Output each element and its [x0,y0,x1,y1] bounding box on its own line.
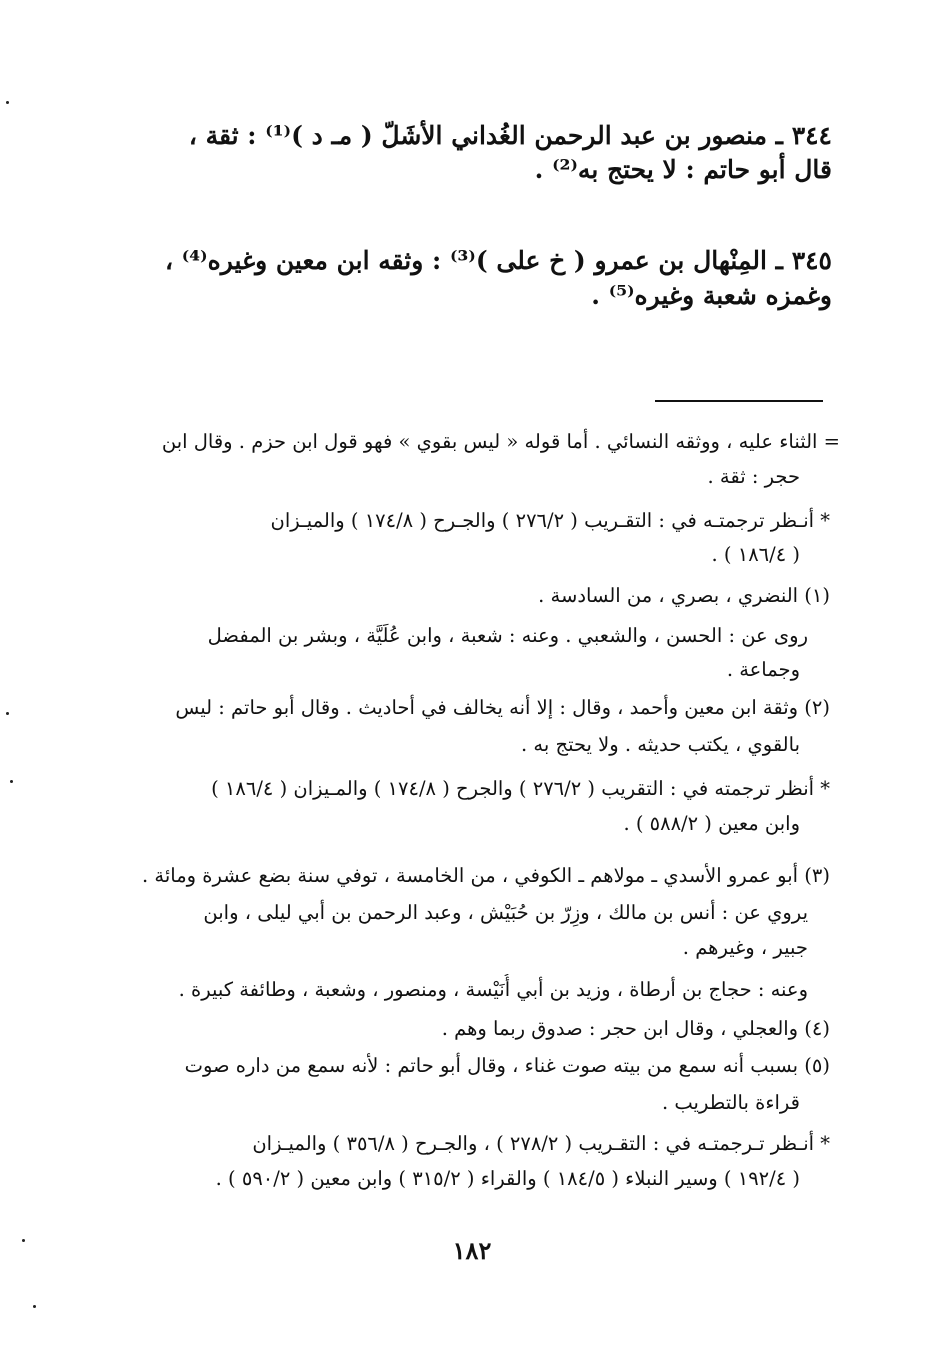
footnote-line: (٢) وثقة ابن معين وأحمد ، وقال : إلا أنه يخالف في أحاديث . وقال أبو حاتم : ليس [175,696,830,719]
entry-344-line-2: قال أبو حاتم : لا يحتج به⁽²⁾ . [534,155,832,184]
entry-344-line-1: ٣٤٤ ـ منصور بن عبد الرحمن الغُداني الأشَلّ ( مـ د )⁽¹⁾ : ثقة ، [188,121,832,150]
footnote-line: = الثناء عليه ، ووثقه النسائي . أما قوله « ليس بقوي » فهو قول ابن حزم . وقال ابن [161,430,840,453]
footnote-line: ( ١٨٦/٤ ) . [711,543,800,566]
footnote-line: * أنظر ترجمته في : التقريب ( ٢٧٦/٢ ) والجرح ( ١٧٤/٨ ) والمـيزان ( ١٨٦/٤ ) [211,777,830,800]
page-number: ١٨٢ [452,1236,492,1265]
footnote-line: وابن معين ( ٥٨٨/٢ ) . [623,812,800,835]
footnote-line: بالقوي ، يكتب حديثه . ولا يحتج به . [521,733,800,756]
footnote-line: وعنه : حجاج بن أرطاة ، وزيد بن أبي أُنَيْسة ، ومنصور ، وشعبة ، وطائفة كبيرة . [178,978,808,1001]
footnote-line: قراءة بالتطريب . [661,1091,800,1114]
scan-speck [6,712,9,715]
footnote-line: * أنـظر ترجمتـه في : التقـريب ( ٢٧٦/٢ ) والجـرح ( ١٧٤/٨ ) والميـزان [270,509,830,532]
footnote-line: * أنـظر تـرجمتـه في : التقـريب ( ٢٧٨/٢ ) ، والجـرح ( ٣٥٦/٨ ) والميـزان [252,1132,830,1155]
footnote-line: (٣) أبو عمرو الأسدي ـ مولاهم ـ الكوفي ، من الخامسة ، توفي سنة بضع عشرة ومائة . [142,864,830,887]
scan-speck [22,1239,25,1242]
footnote-line: روى عن : الحسن ، والشعبي . وعنه : شعبة ، وابن عُلَيَّة ، وبشر بن المفضل [207,624,808,647]
scan-speck [10,780,13,783]
entry-345-line-1: ٣٤٥ ـ المِنْهال بن عمرو ( خ على )⁽³⁾ : وثقه ابن معين وغيره⁽⁴⁾ ، [164,246,832,275]
footnote-line: جبير ، وغيرهم . [682,936,808,959]
footnote-line: حجر : ثقة . [707,465,800,488]
footnote-line: ( ١٩٢/٤ ) وسير النبلاء ( ١٨٤/٥ ) والقراء ( ٣١٥/٢ ) وابن معين ( ٥٩٠/٢ ) . [215,1167,800,1190]
footnote-line: يروي عن : أنس بن مالك ، وزِرّ بن حُبَيْش ، وعبد الرحمن بن أبي ليلى ، وابن [203,901,808,924]
footnote-divider [655,400,823,402]
footnote-line: (١) النضري ، بصري ، من السادسة . [538,584,830,607]
scan-speck [33,1305,36,1308]
entry-345-line-2: وغمزه شعبة وغيره⁽⁵⁾ . [591,281,832,310]
scan-speck [6,101,9,104]
footnote-line: (٥) بسبب أنه سمع من بيته صوت غناء ، وقال أبو حاتم : لأنه سمع من داره صوت [184,1054,830,1077]
footnote-line: (٤) والعجلي ، وقال ابن حجر : صدوق ربما وهم . [441,1017,830,1040]
footnote-line: وجماعة . [726,658,800,681]
